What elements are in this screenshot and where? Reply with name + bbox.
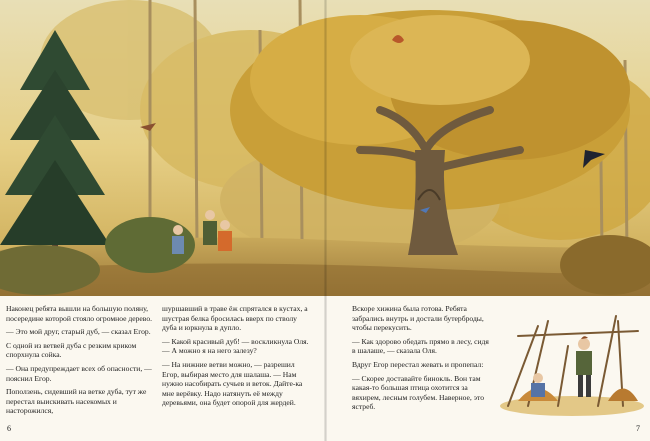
page-number-right: 7 bbox=[636, 424, 640, 433]
page-number-left: 6 bbox=[7, 424, 11, 433]
paragraph: Вдруг Егор перестал жевать и пропепал: bbox=[352, 359, 484, 369]
paragraph: — Какой красивый дуб! — воскликнула Оля. — А можно я на него залезу? bbox=[162, 336, 309, 356]
text-column-1 bbox=[6, 304, 156, 420]
paragraph: — Как здорово обедать прямо в лесу, сидя в шалаше, — сказала Оля. bbox=[352, 336, 489, 356]
paragraph: — На нижние ветви можно, — разрешил Егор, выбирая место для шалаша. — Нам нужно насобирать сучьев и веток. Дайте-ка мне верёвку. Надо натянуть её между деревьями, она будет опорой для жердей. bbox=[162, 359, 303, 408]
book-gutter bbox=[324, 0, 327, 441]
paragraph: Поползень, сидевший на ветке дуба, тут же перестал выискивать насекомых и насторожился, bbox=[6, 387, 147, 416]
text-column-3 bbox=[352, 304, 492, 416]
text-column-2 bbox=[162, 304, 312, 412]
paragraph: — Это мой друг, старый дуб, — сказал Егор. bbox=[6, 327, 151, 337]
paragraph: С одной из ветвей дуба с резким криком спорхнула сойка. bbox=[6, 340, 137, 360]
paragraph: Вскоре хижина была готова. Ребята забрались внутрь и достали бутерброды, чтобы перекусить. bbox=[352, 304, 484, 333]
paragraph: шуршавший в траве ёж спрятался в кустах, а шустрая белка бросилась вверх по стволу дуба и юркнула в дупло. bbox=[162, 304, 308, 333]
paragraph: — Она предупреждает всех об опасности, — пояснил Егор. bbox=[6, 363, 152, 383]
paragraph: — Скорее доставайте бинокль. Вон там какая-то большая птица охотится за вяхирем, лесным голубем. Наверное, это ястреб. bbox=[352, 373, 485, 412]
paragraph: Наконец ребята вышли на большую поляну, посередине которой стояло огромное дерево. bbox=[6, 304, 153, 323]
shelter-vignette-illustration bbox=[498, 306, 646, 418]
